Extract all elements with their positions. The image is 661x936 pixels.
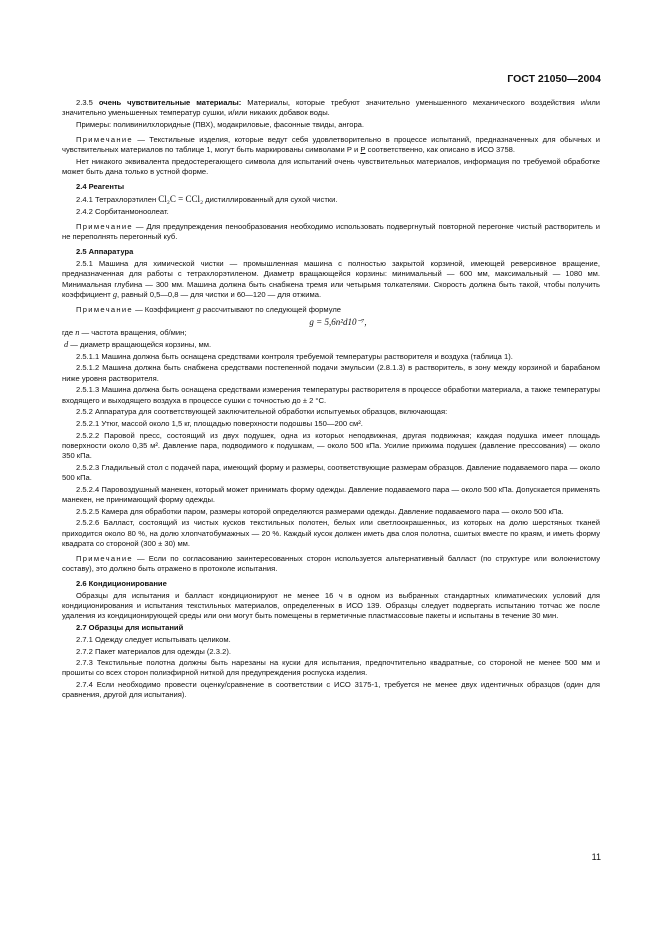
note-1: Примечание — Текстильные изделия, которые ведут себя удовлетворительно в процессе испытаний, предназначенных для обычных и чувствительных материалов по таблице 1, могут быть маркированы символами Р и Р соответственно, как описано в ИСО 3758. [62,135,600,155]
formula-where-n: где n — частота вращения, об/мин; [62,328,187,338]
coefficient-g-formula: g = 5,6n²d10⁻⁷, [309,316,367,327]
note-2: Примечание — Для предупреждения пенообразования необходимо использовать подвергнутый повторной перегонке чистый растворитель и не переполнять перегонный куб. [62,222,600,242]
document-body [62,98,600,702]
clause-2-5-2-1: 2.5.2.1 Утюг, массой около 1,5 кг, площадью поверхности подошвы 150—200 см². [76,418,363,428]
clause-2-7-4: 2.7.4 Если необходимо провести оценку/сравнение в соответствии с ИСО 3175-1, требуется не менее двух идентичных образцов (один для сравнения, другой для испытания). [62,680,600,700]
note-label: Примечание [76,553,133,563]
tetrachloroethylene-formula: Cl₂C = CCl₂ [158,194,204,205]
clause-2-5-2: 2.5.2 Аппаратура для соответствующей заключительной обработки испытуемых образцов, включающая: [76,407,448,417]
paragraph-no-equivalent: Нет никакого эквивалента предостерегающего символа для испытаний очень чувствительных материалов, информация по требуемой обработке может быть дана только в устной форме. [62,157,600,177]
clause-2-5-2-5: 2.5.2.5 Камера для обработки паром, размеры которой определяются размерами одежды. Давление подаваемого пара — около 500 кПа. [76,506,564,516]
note-3: Примечание — Коэффициент g рассчитывают по следующей формуле [76,304,341,314]
clause-2-5-1-2: 2.5.1.2 Машина должна быть снабжена средствами постепенной подачи эмульсии (2.8.1.3) в растворитель, в зону между корзиной и барабаном ниже уровня растворителя. [62,363,600,383]
clause-2-5-2-6: 2.5.2.6 Балласт, состоящий из чистых кусков текстильных полотен, белых или светлоокрашенных, из которых на долю шерстяных тканей приходится около 80 %, на долю хлопчатобумажных — 20 %. Каждый кусок должен иметь два слоя полотна, сшитых вместе по краям, и иметь форму квадрата со стороной (300 ± 30) мм. [62,518,600,548]
section-2-4-title: 2.4 Реагенты [76,182,125,192]
clause-2-3-5-examples: Примеры: поливинилхлоридные (ПВХ), модакриловые, фасонные твиды, ангора. [76,119,365,129]
note-label: Примечание [76,304,133,314]
clause-2-4-1: 2.4.1 Тетрахлорэтилен Cl₂C = CCl₂ дистиллированный для сухой чистки. [76,194,338,205]
clause-2-5-2-4: 2.5.2.4 Паровоздушный манекен, который может принимать форму одежды. Давление подаваемого пара — около 500 кПа. Допускается применять манекен, не принимающий форму одежды. [62,484,600,504]
page-number: 11 [591,852,601,862]
clause-2-5-1: 2.5.1 Машина для химической чистки — промышленная машина с полностью закрытой корзиной, имеющей реверсивное вращение, предназначенная для работы с тетрахлорэтиленом. Диаметр вращающейся корзины: минимальный — 600 мм, максимальный — 1080 мм. Минимальная глубина — 300 мм. Машина должна быть снабжена тремя или четырьмя толкателями. Скорость должна быть такой, чтобы получить коэффициент g, равный 0,5—0,8 — для чистки и 60—120 — для отжима. [62,259,600,299]
clause-2-7-2: 2.7.2 Пакет материалов для одежды (2.3.2). [76,646,231,656]
care-symbol-p-underlined: Р [360,145,366,155]
section-2-5-title: 2.5 Аппаратура [76,247,134,257]
section-2-7-title: 2.7 Образцы для испытаний [76,623,184,633]
formula-where-d: d — диаметр вращающейся корзины, мм. [64,340,212,350]
note-4: Примечание — Если по согласованию заинтересованных сторон используется альтернативный балласт (по структуре или волокнистому составу), это должно быть отражено в протоколе испытания. [62,553,600,574]
note-label: Примечание [76,135,133,145]
term-very-sensitive: очень чувствительные материалы: [98,98,242,107]
document-id: ГОСТ 21050—2004 [507,73,601,85]
clause-2-4-2: 2.4.2 Сорбитанмоноолеат. [76,206,169,216]
clause-2-5-2-2: 2.5.2.2 Паровой пресс, состоящий из двух подушек, одна из которых неподвижная, другая подвижная; каждая подушка имеет площадь поверхности около 0,35 м². Давление пара, подводимого к подушкам, — около 500 кПа. Усилие прижима подушек (давление прессования) — около 350 кПа. [62,430,600,461]
clause-2-3-5: 2.3.5 очень чувствительные материалы: Материалы, которые требуют значительно уменьшенного механического воздействия и/или значительно уменьшенных температур сушки, и/или никаких добавок воды. [62,98,600,118]
section-2-6-title: 2.6 Кондиционирование [76,579,167,589]
clause-2-5-1-3: 2.5.1.3 Машина должна быть оснащена средствами измерения температуры растворителя в процессе обработки материала, а также температуры входящего и выходящего воздуха в процессе сушки с точностью до ± 2 °С. [62,385,600,405]
clause-2-5-2-3: 2.5.2.3 Гладильный стол с подачей пара, имеющий форму и размеры, соответствующие размерам образцов. Давление подаваемого пара — около 500 кПа. [62,462,600,482]
clause-2-7-3: 2.7.3 Текстильные полотна должны быть нарезаны на куски для испытания, предпочтительно квадратные, со стороной не менее 500 мм и прошиты со всех сторон полиэфирной ниткой для предупреждения роспуска изделия. [62,658,600,678]
clause-2-6: Образцы для испытания и балласт кондиционируют не менее 16 ч в одном из выбранных стандартных климатических условий для кондиционирования и испытания текстильных материалов, определенных в ИСО 139. Образцы следует подвергать испытанию тотчас же после удаления из кондиционирующей среды или они могут быть помещены в герметичные пластмассовые пакеты и испытаны в течение 30 мин. [62,591,600,621]
note-label: Примечание [76,222,133,232]
clause-2-7-1: 2.7.1 Одежду следует испытывать целиком. [76,634,231,644]
clause-2-5-1-1: 2.5.1.1 Машина должна быть оснащена средствами контроля требуемой температуры растворителя и воздуха (таблица 1). [76,351,513,361]
